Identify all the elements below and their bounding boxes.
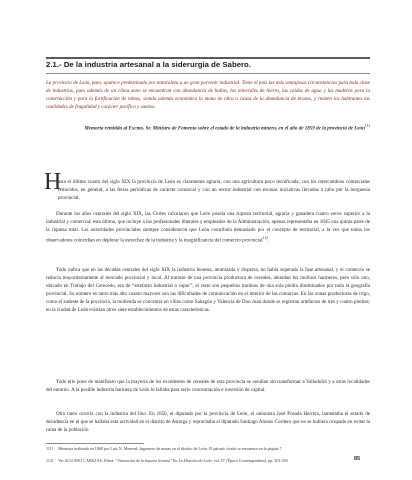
footnote-111 [46,446,370,452]
footnote-112 [46,458,370,464]
intro-quote: La provincia de León, pues, aparece predestinada por naturaleza a un gran porvenir industrial. Tiene el país las más ventajosas circunstancias para toda clase de industrias, pues además de un clima sano se encuentran con abundancia de hullas, los minerales de hierro, las caídas de agua y las maderas para la construcción y para la fortificación de minas, siendo además económica la mano de obra a causa de la abundancia de brazos, y reúnen los habitantes las cualidades de frugalidad y carácter pacífico y sumiso. [46,80,370,110]
footnote-text: Memoria realizada en 1860 por Luis N. Monreal, Ingeniero de minas en el distrito de León. El párrafo citado se encuentra en la página 7. [58,446,283,451]
heading-underline [46,73,370,74]
footnote-number: 111] [46,446,54,451]
paragraph-2-text: Durante los años centrales del siglo XIX, las Cortes calcularon que León poseía una riqueza territorial, agraria y ganadera cuatro veces superior a la industrial y comercial; esta última, que incluye a los profesionales liberales y empleados de la Administración, apenas representaba en 1845 una quinta parte de la riqueza total. Las autoridades provinciales siempre consideraron que León contribuía demasiado por el concepto de territorial, a la vez que todos los observadores coincidían en deplorar la estrechez de la industria y la insignificancia del comercio provincial [46,211,370,244]
attribution-text: Memoria remitida al Excmo. Sr. Ministro de Fomento sobre el estado de la industria minera, en el año de 1859 de la provincia de León [84,125,365,132]
attribution-footnote-ref: 111 [364,124,370,128]
footnote-text-before: Ver AGUADO CABEZAS, Elena. “Valoración de la riqueza leonesa” En [58,458,179,463]
paragraph-3: Todo indica que en las décadas centrales del siglo XIX la industria leonesa, atomizada y dispersa, no había superado la fase artesanal, y el comercio se reducía mayoritariamente al mercado provincial y local. Al tratarse de una provincia productora de cereales, abundan los molinos harineros, pero sólo uno, ubicado en Trobajo del Cerecedo, era de “artefacto industrial a vapor”; el resto son pequeños molinos de una sola piedra diseminados por toda la geografía provincial. Su número es tanto más alto cuanto mayores son las dificultades de comunicación en el interior de las comarcas. En las zonas productoras de trigo, como el sudeste de la provincia, la molienda se concentra en villas como Sahagún y Valencia de Don Juan donde se registran artefactos de tres y cuatro piedras; en la ciudad de León existían otros siete establecimientos de estas características. [46,267,370,313]
footnote-number: 112] [46,458,54,463]
paragraph-1: asta el último cuarto del siglo XIX la provincia de León es claramente agraria, con una agricultura poco tecnificada; con los intercambios comerciales reducidos, en general, a las ferias periódicas de carácter comarcal y con un sector industrial con escasas iniciativas llevadas a cabo por la burguesía provincial. [58,179,370,201]
top-rule [46,57,370,59]
paragraph-2: Durante los años centrales del siglo XIX, las Cortes calcularon que León poseía una riqueza territorial, agraria y ganadera cuatro veces superior a la industrial y comercial; esta última, que incluye a los profesionales liberales y empleados de la Administración, apenas representaba en 1845 una quinta parte de la riqueza total. Las autoridades provinciales siempre consideraron que León contribuía demasiado por el concepto de territorial, a la vez que todos los observadores coincidían en deplorar la estrechez de la industria y la insignificancia del comercio provincial$^{112}$. [46,211,370,244]
intro-attribution [46,122,370,133]
footnote-book-title: La Historia de León [178,458,212,463]
paragraph-5: Otro tanto ocurría con la industria del lino. En 1850, el diputado por la provincia de León, el unionista José Posada Herrera, lamentaba el estado de decadencia en el que se hallaba esta actividad en el distrito de Astorga y reprochaba al diputado Santiago Alonso Cordero que no se hubiera ocupado en evitar la ruina de la población [46,411,370,433]
footnote-rule [46,443,144,444]
section-heading: 2.1.- De la industria artesanal a la siderurgia de Sabero. [46,60,251,69]
page-number: 85 [354,456,361,462]
footnote-text-after: , vol. IV (Época Contemporánea), pp. 201-203. [211,458,289,463]
paragraph-2-footnote-ref: 112 [262,236,268,240]
paragraph-4: Todo ello pone de manifiesto que la mayoría de los excedentes de cereales de esta provincia se vendían sin transformar a Valladolid y a otras localidades del entorno. A la posible industria harinera de León le faltaba para serlo concentración e inversión de capital. [46,379,370,393]
drop-cap: H [44,169,62,195]
